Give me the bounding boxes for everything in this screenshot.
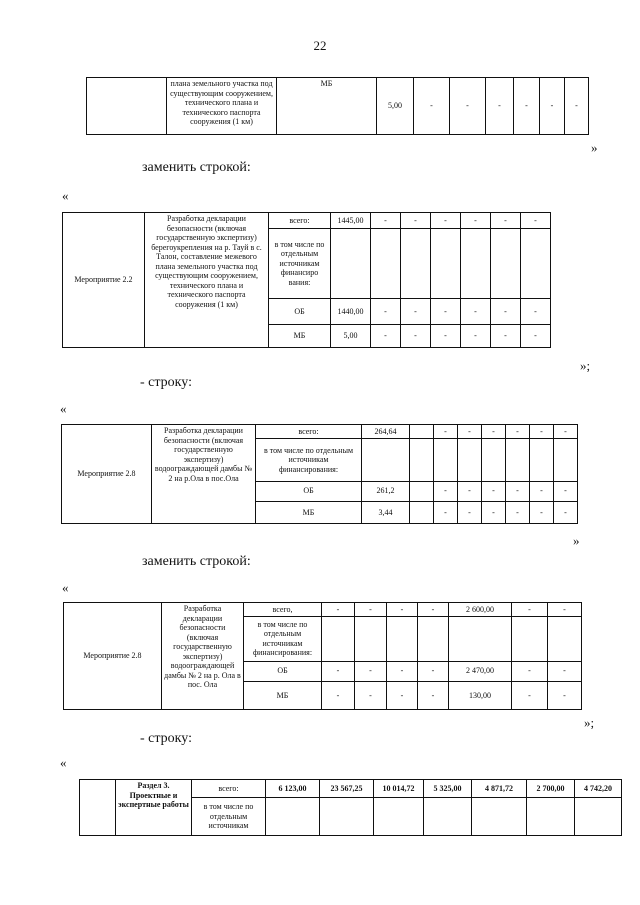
value-cell: - [512, 603, 548, 617]
row-phrase: - строку: [140, 731, 192, 746]
value-cell [575, 798, 622, 836]
value-cell: - [521, 299, 551, 325]
measure-2-2-table [62, 212, 551, 348]
value-cell: 5 325,00 [424, 780, 472, 798]
row-label: МБ [256, 501, 362, 523]
value-cell [548, 617, 582, 661]
row-label: в том числе по отдельным источникам финансирования: [256, 439, 362, 481]
row-label: ОБ [256, 481, 362, 501]
value-cell [401, 229, 431, 299]
value-cell: 23 567,25 [320, 780, 374, 798]
row-label: в том числе по отдельным источникам финансирования: [244, 617, 322, 661]
value-cell: - [418, 603, 449, 617]
value-cell [371, 229, 401, 299]
value-cell: - [512, 681, 548, 709]
value-cell [355, 617, 387, 661]
value-cell: 2 470,00 [449, 661, 512, 681]
value-cell: - [506, 425, 530, 439]
value-cell: - [554, 501, 578, 523]
opening-quote: « [62, 188, 69, 203]
value-cell [434, 439, 458, 481]
value-cell: - [431, 299, 461, 325]
value-cell: - [434, 501, 458, 523]
value-cell: - [371, 213, 401, 229]
value-cell [410, 439, 434, 481]
row-label: всего, [244, 603, 322, 617]
value-cell [410, 425, 434, 439]
value-cell: - [521, 325, 551, 348]
value-cell: - [554, 425, 578, 439]
value-cell: - [322, 603, 355, 617]
value-cell [449, 617, 512, 661]
value-cell [410, 501, 434, 523]
value-cell [387, 617, 418, 661]
value-cell: - [401, 213, 431, 229]
value-cell: - [458, 481, 482, 501]
value-cell: - [401, 325, 431, 348]
frag1-code-cell [87, 78, 167, 135]
measure-code: Мероприятие 2.8 [64, 603, 162, 710]
value-cell [266, 798, 320, 836]
value-cell [362, 439, 410, 481]
closing-quote: » [591, 140, 598, 155]
value-cell [461, 229, 491, 299]
row-label: МБ [269, 325, 331, 348]
value-cell: 10 014,72 [374, 780, 424, 798]
value-cell: 261,2 [362, 481, 410, 501]
value-cell: - [482, 501, 506, 523]
value-cell: - [431, 213, 461, 229]
value-cell [491, 229, 521, 299]
row-label: всего: [192, 780, 266, 798]
row-label: в том числе по отдельным источникам [192, 798, 266, 836]
value-cell [410, 481, 434, 501]
measure-code: Мероприятие 2.2 [63, 213, 145, 348]
value-cell: - [506, 481, 530, 501]
value-cell: - [355, 603, 387, 617]
value-cell: - [458, 425, 482, 439]
value-cell: - [458, 501, 482, 523]
value-cell [472, 798, 527, 836]
closing-quote: »; [584, 715, 595, 730]
value-cell: - [434, 425, 458, 439]
value-cell [331, 229, 371, 299]
frag1-source-cell: МБ [277, 78, 377, 135]
value-cell: 6 123,00 [266, 780, 320, 798]
value-cell [506, 439, 530, 481]
value-cell: - [371, 299, 401, 325]
value-cell: - [371, 325, 401, 348]
measure-code: Мероприятие 2.8 [62, 425, 152, 524]
value-cell: - [418, 681, 449, 709]
value-cell: 4 742,20 [575, 780, 622, 798]
value-cell: 1445,00 [331, 213, 371, 229]
value-cell [418, 617, 449, 661]
section-3-table [79, 779, 622, 836]
value-cell: - [554, 481, 578, 501]
opening-quote: « [60, 401, 67, 416]
measure-2-8-old-table [61, 424, 578, 524]
value-cell: 3,44 [362, 501, 410, 523]
value-cell: 2 600,00 [449, 603, 512, 617]
value-cell [458, 439, 482, 481]
value-cell [374, 798, 424, 836]
value-cell: - [322, 661, 355, 681]
row-phrase: - строку: [140, 375, 192, 390]
value-cell: - [322, 681, 355, 709]
value-cell: - [521, 213, 551, 229]
frag1-value: - [486, 78, 514, 135]
value-cell: - [548, 603, 582, 617]
value-cell: - [491, 213, 521, 229]
value-cell: - [491, 299, 521, 325]
value-cell [424, 798, 472, 836]
value-cell: - [530, 501, 554, 523]
row-label: ОБ [244, 661, 322, 681]
value-cell: 264,64 [362, 425, 410, 439]
value-cell [521, 229, 551, 299]
value-cell [322, 617, 355, 661]
fragment-table-top [86, 77, 589, 135]
value-cell: - [530, 425, 554, 439]
section-title: Раздел 3. Проектные и экспертные работы [116, 780, 192, 836]
replace-phrase: заменить строкой: [142, 554, 251, 569]
value-cell [320, 798, 374, 836]
value-cell: - [506, 501, 530, 523]
value-cell [512, 617, 548, 661]
value-cell: - [401, 299, 431, 325]
value-cell: 130,00 [449, 681, 512, 709]
frag1-value: - [565, 78, 589, 135]
page-number: 22 [313, 38, 327, 53]
replace-phrase: заменить строкой: [142, 160, 251, 175]
value-cell: - [461, 213, 491, 229]
measure-2-8-new-table [63, 602, 582, 710]
value-cell: - [461, 325, 491, 348]
measure-description: Разработка декларации безопасности (включая государственную экспертизу) водоограждающей дамбы № 2 на р. Ола в пос. Ола [162, 603, 244, 710]
row-label: всего: [256, 425, 362, 439]
opening-quote: « [60, 755, 67, 770]
opening-quote: « [62, 580, 69, 595]
row-label: МБ [244, 681, 322, 709]
row-label: всего: [269, 213, 331, 229]
value-cell: - [548, 681, 582, 709]
closing-quote: »; [580, 358, 591, 373]
closing-quote: » [573, 533, 580, 548]
frag1-value: - [540, 78, 565, 135]
value-cell: 5,00 [331, 325, 371, 348]
measure-description: Разработка декларации безопасности (включая государственную экспертизу) водоограждающей дамбы № 2 на р.Ола в пос.Ола [152, 425, 256, 524]
value-cell [530, 439, 554, 481]
value-cell: - [482, 425, 506, 439]
value-cell [482, 439, 506, 481]
value-cell: - [355, 661, 387, 681]
value-cell: - [461, 299, 491, 325]
frag1-value: - [414, 78, 450, 135]
frag1-value: 5,00 [377, 78, 414, 135]
value-cell: - [387, 603, 418, 617]
value-cell: - [512, 661, 548, 681]
value-cell: - [491, 325, 521, 348]
value-cell [554, 439, 578, 481]
value-cell: - [434, 481, 458, 501]
section-number-cell [80, 780, 116, 836]
value-cell: - [387, 681, 418, 709]
frag1-value: - [514, 78, 540, 135]
value-cell: - [355, 681, 387, 709]
value-cell: - [548, 661, 582, 681]
value-cell: 1440,00 [331, 299, 371, 325]
row-label: ОБ [269, 299, 331, 325]
value-cell: 2 700,00 [527, 780, 575, 798]
value-cell: - [387, 661, 418, 681]
frag1-desc-cell: плана земельного участка под существующим сооружением, технического плана и технического паспорта сооружения (1 км) [167, 78, 277, 135]
value-cell: - [482, 481, 506, 501]
value-cell: - [418, 661, 449, 681]
value-cell: - [530, 481, 554, 501]
value-cell: 4 871,72 [472, 780, 527, 798]
measure-description: Разработка декларации безопасности (включая государственную экспертизу) берегоукрепления на р. Тауй в с. Талон, составление межевого плана земельного участка под существующим сооружением, технического плана и технического паспорта сооружения (1 км) [145, 213, 269, 348]
value-cell: - [431, 325, 461, 348]
value-cell [527, 798, 575, 836]
row-label: в том числе по отдельным источникам финансиро вания: [269, 229, 331, 299]
frag1-value: - [450, 78, 486, 135]
value-cell [431, 229, 461, 299]
